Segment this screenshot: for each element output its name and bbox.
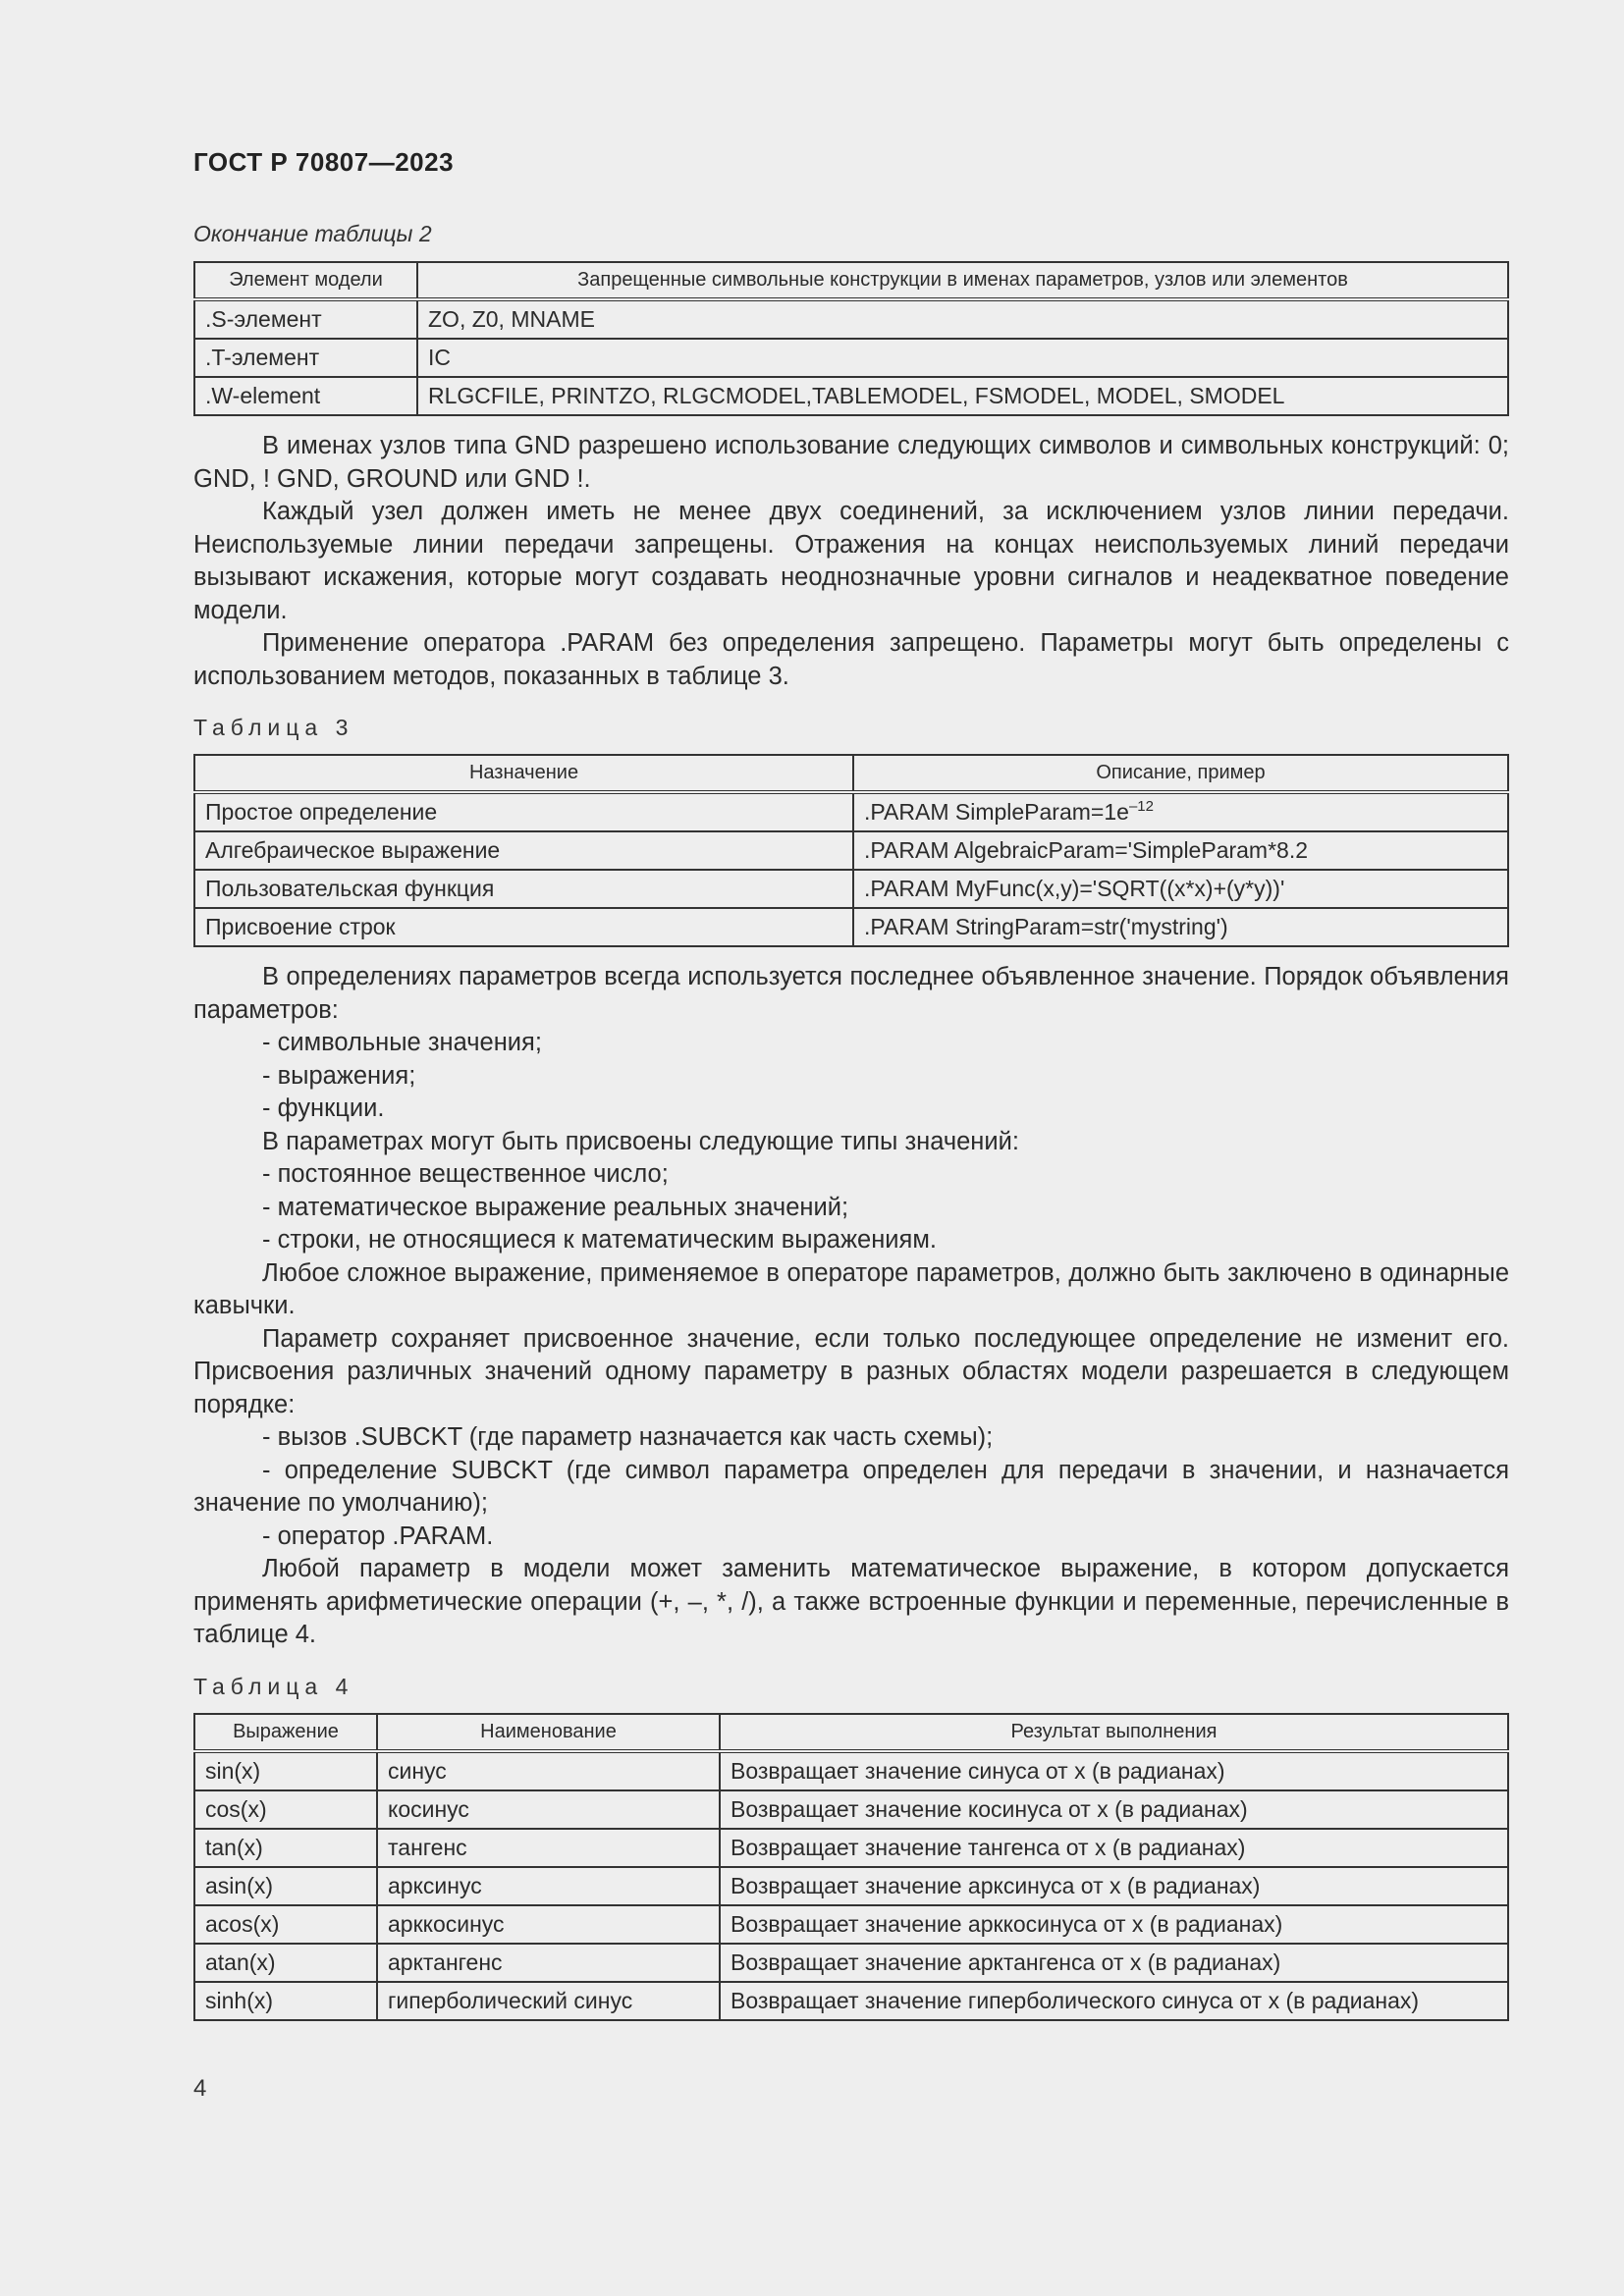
table-row xyxy=(194,1982,1508,2020)
table-row xyxy=(194,1751,1508,1790)
table-cell: Алгебраическое выражение xyxy=(194,831,853,870)
table-cell: косинус xyxy=(377,1790,720,1829)
table-cell: арккосинус xyxy=(377,1905,720,1944)
table-4 xyxy=(193,1713,1509,2021)
table-cell: .PARAM MyFunc(x,y)='SQRT((x*x)+(y*y))' xyxy=(853,870,1508,908)
list-item: - строки, не относящиеся к математическим выражениям. xyxy=(262,1226,937,1254)
table-cell: atan(x) xyxy=(194,1944,377,1982)
paragraph: Параметр сохраняет присвоенное значение, если только последующее определение не изменит его. Присвоения различных значений одному параметру в разных областях модели разрешается в следующем порядке: xyxy=(193,1324,1509,1418)
list-item: - оператор .PARAM. xyxy=(262,1522,494,1550)
table-cell xyxy=(853,792,1508,831)
list-item: - постоянное вещественное число; xyxy=(262,1160,669,1188)
table-row xyxy=(194,792,1508,831)
table-cell: арктангенс xyxy=(377,1944,720,1982)
table-2 xyxy=(193,261,1509,416)
table-row xyxy=(194,1829,1508,1867)
document-page xyxy=(193,147,1509,2021)
list-item: - определение SUBCKT (где символ параметра определен для передачи в значении, и назначается значение по умолчанию); xyxy=(193,1456,1509,1517)
table4-caption: Таблица 4 xyxy=(193,1673,354,1699)
table-cell: Возвращает значение арктангенса от x (в радианах) xyxy=(720,1944,1508,1982)
table-cell: Простое определение xyxy=(194,792,853,831)
table-row xyxy=(194,299,1508,339)
example-text: .PARAM SimpleParam=1e xyxy=(864,799,1129,825)
paragraph: Любой параметр в модели может заменить математическое выражение, в котором допускается применять арифметические операции (+, –, *, /), а также встроенные функции и переменные, перечисленные в таблице 4. xyxy=(193,1555,1509,1648)
table-cell: IC xyxy=(417,339,1508,377)
column-header: Результат выполнения xyxy=(720,1714,1508,1751)
list-item: - выражения; xyxy=(262,1061,416,1090)
paragraph: В параметрах могут быть присвоены следующие типы значений: xyxy=(262,1127,1019,1155)
table-row xyxy=(194,1905,1508,1944)
paragraph: Каждый узел должен иметь не менее двух соединений, за исключением узлов линии передачи. Неиспользуемые линии передачи запрещены. Отражения на концах неиспользуемых линий передачи вызывают искажения, которые могут создавать неоднозначные уровни сигналов и неадекватное поведение модели. xyxy=(193,498,1509,624)
table-cell: asin(x) xyxy=(194,1867,377,1905)
table-cell: тангенс xyxy=(377,1829,720,1867)
list-item: - символьные значения; xyxy=(262,1029,542,1056)
table-cell: RLGCFILE, PRINTZO, RLGCMODEL,TABLEMODEL, FSMODEL, MODEL, SMODEL xyxy=(417,377,1508,415)
table-cell: sinh(x) xyxy=(194,1982,377,2020)
table-cell: Возвращает значение арксинуса от x (в радианах) xyxy=(720,1867,1508,1905)
column-header: Выражение xyxy=(194,1714,377,1751)
table-row xyxy=(194,908,1508,946)
column-header: Наименование xyxy=(377,1714,720,1751)
list-item: - функции. xyxy=(262,1095,385,1122)
list-item: - математическое выражение реальных значений; xyxy=(262,1193,849,1221)
table-cell: Возвращает значение арккосинуса от x (в радианах) xyxy=(720,1905,1508,1944)
list-item: - вызов .SUBCKT (где параметр назначается как часть схемы); xyxy=(262,1423,994,1451)
table-cell: арксинус xyxy=(377,1867,720,1905)
table-row xyxy=(194,1867,1508,1905)
table2-caption: Окончание таблицы 2 xyxy=(193,221,432,246)
table-row xyxy=(194,1790,1508,1829)
table-row xyxy=(194,339,1508,377)
table-cell: Пользовательская функция xyxy=(194,870,853,908)
exponent: –12 xyxy=(1128,798,1154,815)
table-cell: Возвращает значение косинуса от x (в радианах) xyxy=(720,1790,1508,1829)
table-cell: sin(x) xyxy=(194,1751,377,1790)
table-cell: гиперболический синус xyxy=(377,1982,720,2020)
column-header: Назначение xyxy=(194,755,853,792)
column-header: Запрещенные символьные конструкции в именах параметров, узлов или элементов xyxy=(417,262,1508,299)
table-cell: Возвращает значение гиперболического синуса от x (в радианах) xyxy=(720,1982,1508,2020)
paragraph: В определениях параметров всегда используется последнее объявленное значение. Порядок объявления параметров: xyxy=(193,963,1509,1024)
table-header-row xyxy=(194,262,1508,299)
column-header: Элемент модели xyxy=(194,262,417,299)
paragraph: В именах узлов типа GND разрешено использование следующих символов и символьных конструкций: 0; GND, ! GND, GROUND или GND !. xyxy=(193,432,1509,493)
page-number: 4 xyxy=(193,2075,207,2102)
table-cell: tan(x) xyxy=(194,1829,377,1867)
table-cell: .T-элемент xyxy=(194,339,417,377)
body-text-section-a xyxy=(193,430,1509,693)
table-row xyxy=(194,831,1508,870)
column-header: Описание, пример xyxy=(853,755,1508,792)
table-cell: синус xyxy=(377,1751,720,1790)
paragraph: Любое сложное выражение, применяемое в операторе параметров, должно быть заключено в одинарные кавычки. xyxy=(193,1258,1509,1319)
table-row xyxy=(194,1944,1508,1982)
table-cell: acos(x) xyxy=(194,1905,377,1944)
table3-caption: Таблица 3 xyxy=(193,715,354,740)
table-cell: Возвращает значение синуса от x (в радианах) xyxy=(720,1751,1508,1790)
table-row xyxy=(194,377,1508,415)
table-cell: cos(x) xyxy=(194,1790,377,1829)
table-cell: .S-элемент xyxy=(194,299,417,339)
table-cell: .W-element xyxy=(194,377,417,415)
table-cell: ZO, Z0, MNAME xyxy=(417,299,1508,339)
table-cell: .PARAM StringParam=str('mystring') xyxy=(853,908,1508,946)
table-cell: Возвращает значение тангенса от x (в радианах) xyxy=(720,1829,1508,1867)
table-row xyxy=(194,870,1508,908)
table-cell: Присвоение строк xyxy=(194,908,853,946)
table-header-row xyxy=(194,755,1508,792)
table-header-row xyxy=(194,1714,1508,1751)
paragraph: Применение оператора .PARAM без определения запрещено. Параметры могут быть определены с использованием методов, показанных в таблице 3. xyxy=(193,629,1509,690)
document-header: ГОСТ Р 70807—2023 xyxy=(193,147,455,177)
table-3 xyxy=(193,754,1509,947)
body-text-section-b xyxy=(193,961,1509,1652)
table-cell: .PARAM AlgebraicParam='SimpleParam*8.2 xyxy=(853,831,1508,870)
